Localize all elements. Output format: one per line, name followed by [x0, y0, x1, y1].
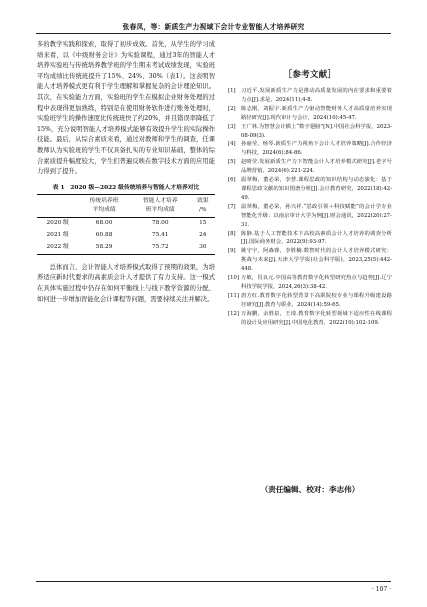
- editor-note: （责任编辑、校对：李志伟）: [260, 485, 360, 494]
- table-caption: 表 1 2020 级—2022 级传统培养与智能人才培养对比: [52, 184, 200, 191]
- body-text-upper: [37, 40, 215, 178]
- table-cell-year: 2020 级: [46, 220, 69, 227]
- reference-number: [8]: [228, 230, 236, 237]
- reference-item: [228, 274, 392, 292]
- reference-number: [2]: [228, 105, 236, 112]
- reference-item: [228, 230, 392, 248]
- reference-number: [4]: [228, 141, 236, 148]
- reference-item: [228, 176, 392, 203]
- reference-text: 陈静.基于人工智能技术下高校高素质会计人才培养的调查分析[J].国际商务财会，2022(9):93-97.: [241, 230, 392, 246]
- reference-text: 习近平.发展新质生产力是推动高质量发展的内在要求和重要着力点[J].求是，2024(11):4-8.: [241, 88, 392, 103]
- reference-text: 万敏，肖良元.中国高等教育数字化转型研究热点与趋势[J].辽宁科技学院学报，2024,26(3):38-42.: [241, 275, 392, 290]
- table-cell: 15: [199, 220, 207, 227]
- table-cell: 78.00: [151, 220, 169, 227]
- comparison-table: [37, 194, 215, 255]
- reference-text: 温翠梅，董必荣，李慧.课程思政的知识结构与动态演化：基于课程思政文献的知识图谱分析[J].会计教育研究，2022(18):42-49.: [241, 177, 392, 201]
- right-column: [228, 40, 392, 327]
- reference-number: [11]: [228, 292, 239, 299]
- reference-number: [10]: [228, 275, 239, 282]
- table-header-cell: [37, 194, 78, 217]
- body-paragraph: 多的教学实践和探索，取得了初步成效。首先，从学生的学习成绩来看，以《中级财务会计》为实验课程，通过3年的智能人才培养实验班与传统培养教学班的学生期末考试成绩发现，实验班平均成绩比传统班提升了15%、24%、30%（表1）。这表明智能人才培养模式更有利于学生理解和掌握复杂的会计理论知识。其次，在实验能力方面，实验班的学生在模拟企业财务处理的过程中表现得更加熟练，特别是在使用财务软件进行账务处理时，实验班学生的操作速度比传统班快了约20%，并且错误率降低了15%，充分说明智能人才培养模式能够有效提升学生的实际操作技能。最后，从综合素质来看，通过对教师和学生的调查，任课教师认为实验班的学生不仅具备扎实的专业知识基础，整体的综合素质提升幅度较大，学生们普遍反映在数字技术方面的应用能力得到了提升。: [37, 41, 215, 176]
- reference-number: [7]: [228, 203, 236, 210]
- table-header-row: [37, 194, 215, 217]
- reference-text: 万海鹏，余胜泉，王琦.教育数字化转型视域下适应性在线课程的设计及应用研究[J].中国电化教育，2022(10):102-109.: [241, 310, 392, 326]
- reference-item: [228, 123, 392, 141]
- header-effect: 效果 /%: [196, 197, 209, 213]
- table-header-cell: [191, 194, 215, 217]
- table-cell-year: 2021 级: [46, 232, 69, 239]
- footer-rule: [36, 581, 391, 582]
- table-cell-year: 2022 级: [46, 244, 69, 251]
- table-cell: 24: [199, 232, 207, 239]
- table-header-cell: [130, 194, 191, 217]
- reference-number: [1]: [228, 88, 236, 94]
- header-rule: [36, 33, 391, 34]
- references-list: [228, 87, 392, 327]
- reference-text: 赵晴莹.发展新质生产力下智能会计人才培养模式研究[J].老字号品牌营销，2024(6):221-224.: [241, 159, 392, 175]
- table-row: [37, 230, 215, 242]
- header-traditional: 传统培养班 平均成绩: [89, 197, 119, 213]
- reference-number: [5]: [228, 159, 236, 166]
- reference-number: [9]: [228, 248, 236, 255]
- table-cell: 75.72: [151, 244, 169, 251]
- reference-text: 陈志刚，刘振宇.新质生产力驱动智能财务人才高质量培养实现路径研究[J].现代审计与会计，2024(10):45-47.: [241, 105, 392, 121]
- reference-text: 姚守宇，阿森睿，李胜楠.数智时代的会计人才培养模式研究：挑战与未来[J].天津大学学报(社会科学版)，2023,25(5):442-448.: [241, 248, 392, 273]
- table-cell: 60.88: [95, 232, 113, 239]
- table-cell: 75.41: [151, 232, 169, 239]
- comparison-table-block: [37, 182, 215, 255]
- reference-item: [228, 247, 392, 274]
- left-column: [37, 40, 215, 305]
- reference-item: [228, 310, 392, 328]
- reference-item: [228, 158, 392, 176]
- reference-item: [228, 203, 392, 230]
- header-intelligent: 智能人才培养 班平均成绩: [142, 197, 178, 213]
- reference-text: 唐方红.教育数字化转型背景下高职院校专业与课程升级建设路径研究[J].教育与职业，2024(14):59-65.: [241, 292, 392, 308]
- body-text-lower: [37, 263, 215, 305]
- reference-number: [3]: [228, 123, 236, 130]
- body-paragraph: 总体而言，会计智能人才培养模式取得了预期的效果，为培养适应新时代要求的高素质会计人才提供了有力支持。这一模式在具体实施过程中仍存在如何平衡线上与线下教学资源的分配、如何进一步增加智能化会计课程等问题，需要持续关注并解决。: [37, 263, 215, 303]
- page-number: · 107 ·: [371, 586, 391, 593]
- reference-text: 孙丽莹，杨琴.新质生产力视角下会计人才培养策略[J].合作经济与科技，2024(6):84-86.: [241, 141, 392, 157]
- table-header-cell: [78, 194, 130, 217]
- reference-text: 温翠梅，董必荣，孙兴祥.“思政引领＋科技赋能”的会计学专业智能化升级：以南京审计大学为例[J].财会通讯，2022(20):27-31.: [241, 203, 392, 228]
- references-heading: ［参考文献］: [283, 69, 337, 79]
- reference-item: [228, 87, 392, 105]
- reference-item: [228, 105, 392, 123]
- reference-text: 王广林.为智慧会计插上“数字翅膀”[N].中国社会科学报，2023-08-09(3).: [241, 123, 392, 139]
- reference-number: [12]: [228, 310, 239, 317]
- table-cell: 68.00: [95, 220, 113, 227]
- reference-item: [228, 140, 392, 158]
- table-cell: 58.29: [95, 244, 113, 251]
- reference-item: [228, 292, 392, 310]
- reference-number: [6]: [228, 177, 236, 184]
- table-row: [37, 217, 215, 230]
- table-row: [37, 242, 215, 255]
- table-cell: 30: [199, 244, 207, 251]
- running-header: 张春凤，等：新质生产力视域下会计专业智能人才培养研究: [122, 23, 305, 31]
